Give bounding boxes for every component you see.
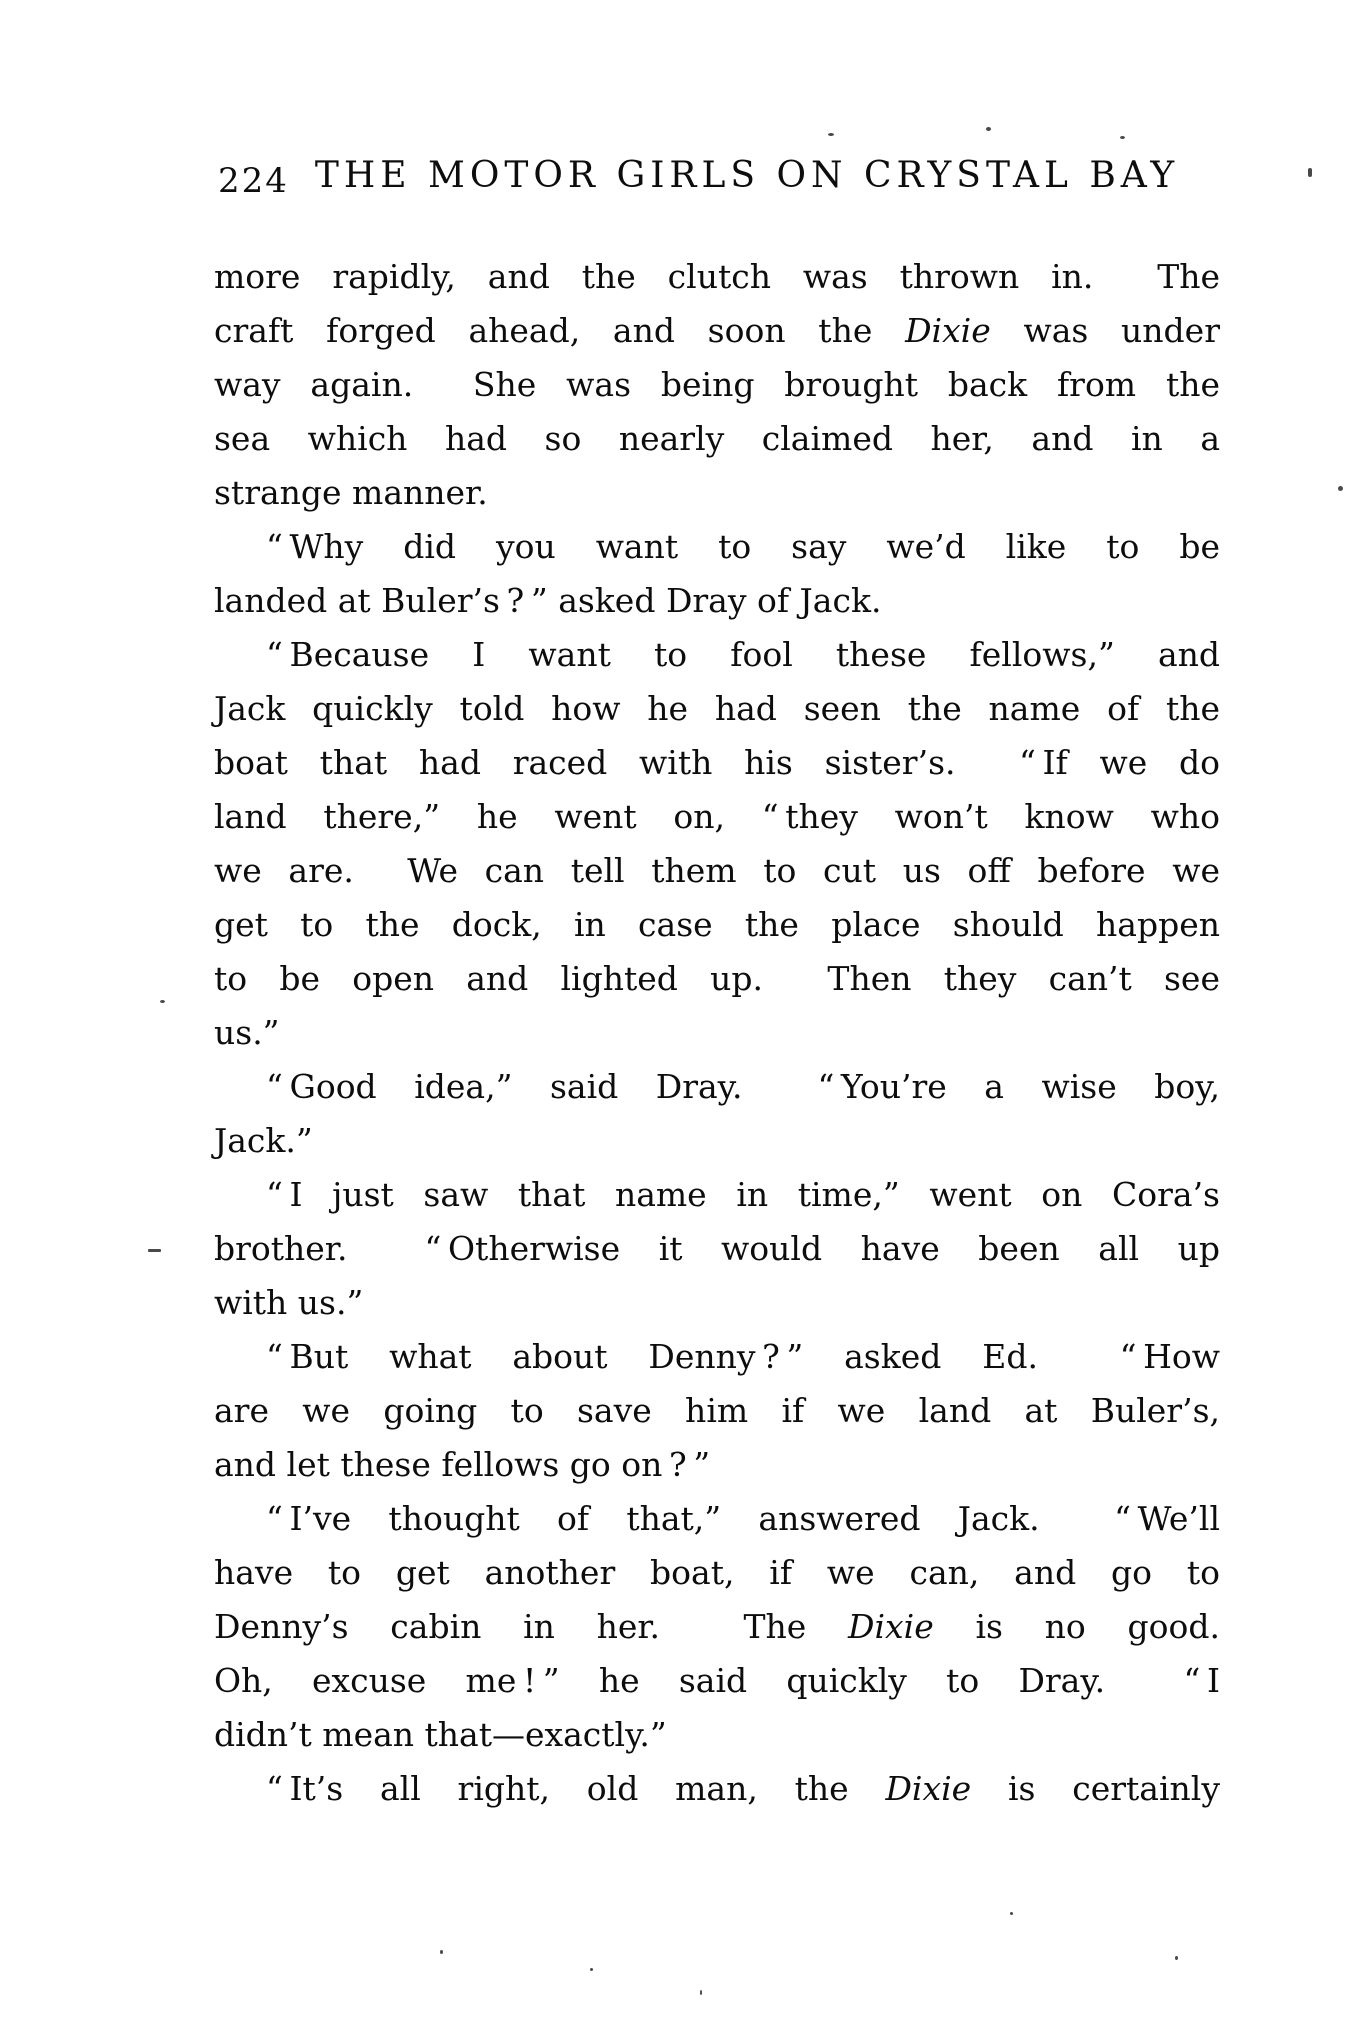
text-line: have to get another boat, if we can, and go to bbox=[214, 1553, 1220, 1592]
text-line: sea which had so nearly claimed her, and in a bbox=[214, 419, 1220, 458]
scan-speck bbox=[1120, 136, 1125, 139]
scan-speck bbox=[160, 1000, 165, 1003]
text-line: Denny’s cabin in her. The Dixie is no good. bbox=[214, 1607, 1220, 1646]
text-line: land there,” he went on, “ they won’t know who bbox=[214, 797, 1220, 836]
text-line: get to the dock, in case the place should happen bbox=[214, 905, 1220, 944]
scan-speck bbox=[1308, 168, 1312, 177]
text-line: “ Why did you want to say we’d like to be bbox=[266, 527, 1220, 566]
text-line: we are. We can tell them to cut us off before we bbox=[214, 851, 1220, 890]
text-line: us.” bbox=[214, 1013, 280, 1052]
scan-speck bbox=[1338, 486, 1343, 491]
text-line: are we going to save him if we land at Buler’s, bbox=[214, 1391, 1220, 1430]
text-line: Jack.” bbox=[214, 1121, 313, 1160]
scan-speck bbox=[828, 133, 834, 136]
scan-speck bbox=[440, 1950, 443, 1954]
text-line: strange manner. bbox=[214, 473, 488, 512]
scan-speck bbox=[590, 1968, 593, 1971]
text-line: Jack quickly told how he had seen the name of the bbox=[214, 689, 1220, 728]
scan-speck bbox=[700, 1990, 702, 1995]
text-line: “ I’ve thought of that,” answered Jack. “ We’ll bbox=[266, 1499, 1220, 1538]
text-line: Oh, excuse me ! ” he said quickly to Dray. “ I bbox=[214, 1661, 1220, 1700]
text-line: “ Good idea,” said Dray. “ You’re a wise boy, bbox=[266, 1067, 1220, 1106]
scan-speck bbox=[148, 1249, 161, 1252]
text-line: didn’t mean that—exactly.” bbox=[214, 1715, 667, 1754]
running-header bbox=[214, 150, 1220, 202]
text-line: “ Because I want to fool these fellows,” and bbox=[266, 635, 1220, 674]
text-line: boat that had raced with his sister’s. “ If we do bbox=[214, 743, 1220, 782]
scan-speck bbox=[1175, 1956, 1178, 1960]
text-line: brother. “ Otherwise it would have been all up bbox=[214, 1229, 1220, 1268]
scan-speck bbox=[1010, 1912, 1013, 1915]
text-line: and let these fellows go on ? ” bbox=[214, 1445, 711, 1484]
text-line: more rapidly, and the clutch was thrown in. The bbox=[214, 257, 1220, 296]
body-text bbox=[214, 250, 1220, 1816]
text-line: “ But what about Denny ? ” asked Ed. “ How bbox=[266, 1337, 1220, 1376]
text-line: way again. She was being brought back from the bbox=[214, 365, 1220, 404]
text-line: landed at Buler’s ? ” asked Dray of Jack. bbox=[214, 581, 882, 620]
text-line: “ I just saw that name in time,” went on Cora’s bbox=[266, 1175, 1220, 1214]
text-line: with us.” bbox=[214, 1283, 364, 1322]
text-line: to be open and lighted up. Then they can’t see bbox=[214, 959, 1220, 998]
page-number: 224 bbox=[218, 161, 289, 201]
text-line: “ It’s all right, old man, the Dixie is certainly bbox=[266, 1769, 1220, 1808]
scan-speck bbox=[986, 127, 991, 131]
text-line: craft forged ahead, and soon the Dixie was under bbox=[214, 311, 1220, 350]
header-title: THE MOTOR GIRLS ON CRYSTAL BAY bbox=[314, 155, 1180, 196]
